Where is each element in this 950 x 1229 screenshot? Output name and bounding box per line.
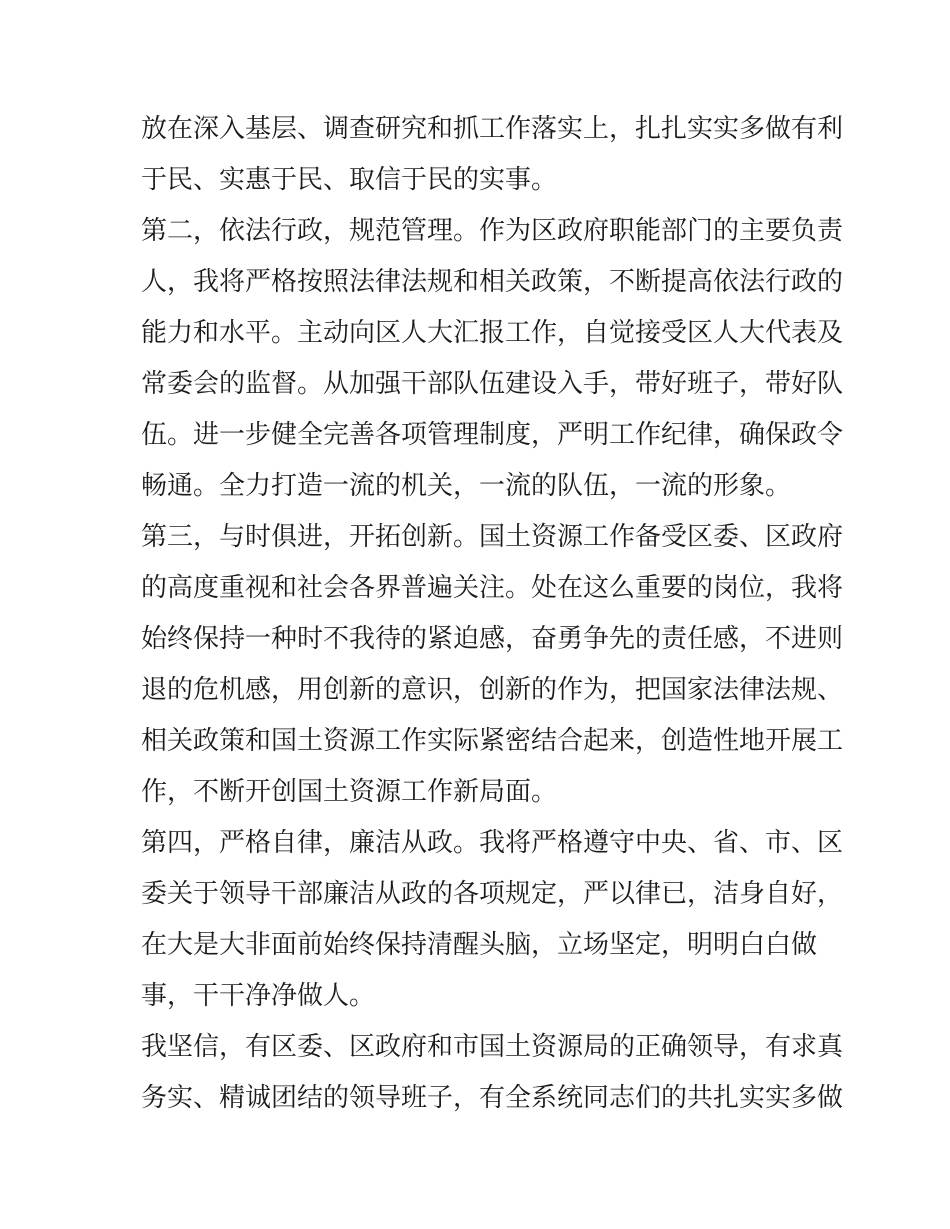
- text-line: 在大是大非面前始终保持清醒头脑，立场坚定，明明白白做: [141, 930, 818, 960]
- text-line: 放在深入基层、调查研究和抓工作落实上，扎扎实实多做有利: [141, 114, 844, 144]
- text-line: 作，不断开创国土资源工作新局面。: [141, 777, 558, 807]
- text-line: 相关政策和国土资源工作实际紧密结合起来，创造性地开展工: [141, 726, 844, 756]
- text-line: 始终保持一种时不我待的紧迫感，奋勇争先的责任感，不进则: [141, 624, 844, 654]
- text-line: 退的危机感，用创新的意识，创新的作为，把国家法律法规、: [141, 675, 844, 705]
- text-line: 的高度重视和社会各界普遍关注。处在这么重要的岗位，我将: [141, 573, 844, 603]
- document-body: [141, 104, 844, 1124]
- text-line: 人，我将严格按照法律法规和相关政策，不断提高依法行政的: [141, 267, 844, 297]
- text-line: 事，干干净净做人。: [141, 981, 376, 1011]
- text-line: 委关于领导干部廉洁从政的各项规定，严以律已，洁身自好，: [141, 879, 844, 909]
- text-line: 务实、精诚团结的领导班子，有全系统同志们的共扎实实多做: [141, 1083, 844, 1113]
- text-line: 我坚信，有区委、区政府和市国土资源局的正确领导，有求真: [141, 1032, 844, 1062]
- text-line: 第三，与时俱进，开拓创新。国土资源工作备受区委、区政府: [141, 522, 844, 552]
- text-line: 能力和水平。主动向区人大汇报工作，自觉接受区人大代表及: [141, 318, 844, 348]
- text-line: 于民、实惠于民、取信于民的实事。: [141, 165, 558, 195]
- text-line: 伍。进一步健全完善各项管理制度，严明工作纪律，确保政令: [141, 420, 844, 450]
- text-line: 畅通。全力打造一流的机关，一流的队伍，一流的形象。: [141, 471, 792, 501]
- text-line: 第二，依法行政，规范管理。作为区政府职能部门的主要负责: [141, 216, 844, 246]
- text-line: 常委会的监督。从加强干部队伍建设入手，带好班子，带好队: [141, 369, 844, 399]
- text-line: 第四，严格自律，廉洁从政。我将严格遵守中央、省、市、区: [141, 828, 844, 858]
